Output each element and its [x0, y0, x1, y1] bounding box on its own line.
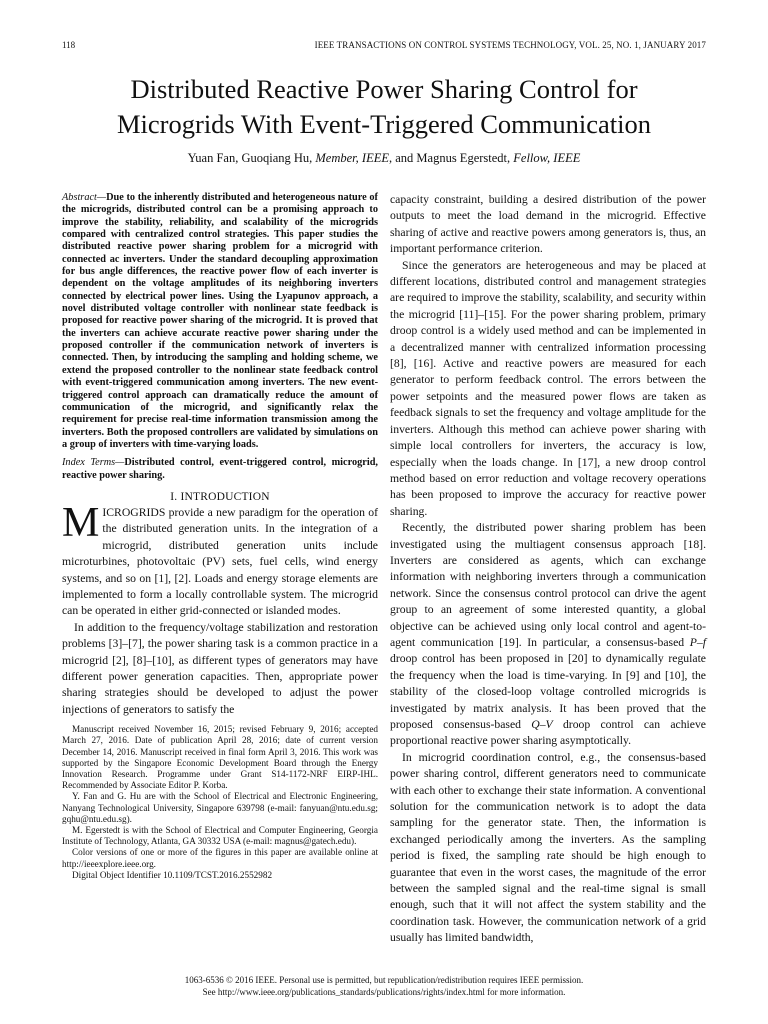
right-column	[390, 192, 706, 947]
footnote-color: Color versions of one or more of the figures in this paper are available online at http://ieeexplore.ieee.org.	[62, 847, 378, 869]
dropcap-letter: M	[62, 499, 100, 546]
footnotes	[62, 724, 378, 881]
author-names-2: , and Magnus Egerstedt,	[388, 151, 514, 165]
right-paragraph-2: Since the generators are heterogeneous and may be placed at different locations, distributed control and management strategies are required to improve the stability, scalability, and security within the microgrid [11]–[15]. For the power sharing problem, primary droop control is a widely used method and can be implemented in a decentralized manner with centralized information processing [8], [16]. Active and reactive powers are measured for each generator to perform feedback control. The errors between the power setpoints and the measured power flows are taken as feedback signals to set the frequency and voltage amplitude for the inverters. Although this method can achieve power sharing with simple local controllers for inverters, the accuracy is low, especially when the loads change. In [17], a new droop control method based on error reduction and voltage recovery operations has been proposed to improve the accuracy for reactive power sharing.	[390, 258, 706, 518]
right-paragraph-3-e: droop control can achieve proportional reactive power sharing asymptotically.	[390, 718, 706, 748]
title-line-2: Microgrids With Event-Triggered Communication	[116, 109, 652, 139]
intro-paragraph-2: In addition to the frequency/voltage stabilization and restoration problems [3]–[7], the power sharing task is a common practice in a microgrid [2], [8]–[10], as different types of generators may have different power generation capacities. Then, appropriate power sharing strategies should be developed to adjust the power injections of generators to satisfy the	[62, 620, 378, 716]
journal-header: IEEE TRANSACTIONS ON CONTROL SYSTEMS TECHNOLOGY, VOL. 25, NO. 1, JANUARY 2017	[314, 40, 706, 50]
math-qv: Q–V	[531, 718, 553, 731]
abstract-label: Abstract	[62, 192, 97, 203]
section-heading-introduction: I. INTRODUCTION	[170, 490, 270, 503]
page-number: 118	[62, 40, 76, 50]
author-role-2: Fellow, IEEE	[513, 151, 581, 165]
intro-paragraph-1-text: ICROGRIDS provide a new paradigm for the operation of the distributed generation units. In the integration of a microgrid, distributed generation units include microturbines, photovoltaic (PV) sets, fuel cells, wind energy systems, and so on [1], [2]. Loads and energy storage elements are implemented to form a locally controllable system. The microgrid can be operated in either grid-connected or islanded modes.	[62, 505, 378, 618]
paper-title	[40, 72, 728, 142]
abstract-text: Due to the inherently distributed and heterogeneous nature of the microgrids, distributed control can be a promising approach to improve the stability, reliability, and scalability of the microgrids compared with centralized control strategies. This paper studies the distributed reactive power sharing problem for a microgrid with connected ac inverters. Under the standard decoupling approximation for bus angle differences, the reactive power flow of each inverter is dependent on the voltage amplitudes of its neighboring inverters connected by electrical power lines. Using the Lyapunov approach, a novel distributed voltage controller with nonlinear state feedback is proposed for reactive power sharing of the microgrid. It is proved that the inverters can achieve accurate reactive power sharing under the proposed controller if the communication network of inverters is connected. Then, by introducing the sampling and holding scheme, we extend the proposed controller to the nonlinear state feedback control with event-triggered communication among inverters. The new event-triggered control approach can dramatically reduce the amount of communication of the microgrid, and significantly relax the requirement for precise real-time information transmission among the inverters. Both the proposed controllers are validated by simulations on a group of inverters with time-varying loads.	[62, 192, 378, 450]
abstract: Abstract—Due to the inherently distributed and heterogeneous nature of the microgrids, distributed control can be a promising approach to improve the stability, reliability, and scalability of the microgrids compared with centralized control strategies. This paper studies the distributed reactive power sharing problem for a microgrid with connected ac inverters. Under the standard decoupling approximation for bus angle differences, the reactive power flow of each inverter is dependent on the voltage amplitudes of its neighboring inverters connected by electrical power lines. Using the Lyapunov approach, a novel distributed voltage controller with nonlinear state feedback is proposed for reactive power sharing of the microgrid. It is proved that the inverters can achieve accurate reactive power sharing under the proposed controller if the communication network of inverters is connected. Then, by introducing the sampling and holding scheme, we extend the proposed controller to the nonlinear state feedback control with event-triggered communication among inverters. The new event-triggered control approach can dramatically reduce the amount of communication of the microgrid, and significantly relax the requirement for precise real-time information transmission among the inverters. Both the proposed controllers are validated by simulations on a group of inverters with time-varying loads.	[62, 192, 378, 450]
right-paragraph-3-a: Recently, the distributed power sharing problem has been investigated using the multiagent consensus approach [18]. Inverters are considered as agents, which can exchange information with neighboring inverters through a communication network. Since the consensus control protocol can drive the agent group to an agreement of some interested quantity, a global objective can be achieved using only local control and agent-to-agent communication [19]. In particular, a consensus-based	[390, 521, 706, 649]
copyright-line-2: See http://www.ieee.org/publications_standards/publications/rights/index.html for more information.	[202, 986, 566, 997]
author-role-1: Member, IEEE	[315, 151, 389, 165]
right-paragraph-3	[390, 520, 706, 750]
index-terms: Index Terms—Distributed control, event-triggered control, microgrid, reactive power sharing.	[62, 457, 378, 481]
right-paragraph-3-c: droop control has been proposed in [20] to dynamically regulate the frequency when the load is time-varying. In [9] and [10], the stability of the closed-loop voltage controlled microgrids is investigated by matrix analysis. It has been proved that the proposed consensus-based	[390, 652, 706, 731]
footnote-received: Manuscript received November 16, 2015; revised February 9, 2016; accepted March 27, 2016. Date of publication April 28, 2016; date of current version December 14, 2016. Manuscript received in final form April 3, 2016. This work was supported by the Singapore Economic Development Board through the Energy Innovation Research. Programme under Grant S14-1172-NRF EIRP-IHL. Recommended by Associate Editor P. Korba.	[62, 724, 378, 791]
index-terms-label: Index Terms	[62, 457, 116, 469]
footnote-doi: Digital Object Identifier 10.1109/TCST.2016.2552982	[72, 869, 273, 880]
right-paragraph-4: In microgrid coordination control, e.g., the consensus-based power sharing control, different generators need to communicate with each other to exchange their state information. A conventional solution for the communication network is to adopt the data sampling for the generator state. Then, the information is exchanged periodically among the inverters. As the sampling period is fixed, the sampling rate should be high enough to guarantee that even in the worst cases, the magnitude of the error between the sampled signal and the real-time signal is small enough, such that it will not affect the system stability and the coordination task. However, the communication network of a grid usually has limited bandwidth,	[390, 750, 706, 945]
title-line-1: Distributed Reactive Power Sharing Control for	[130, 74, 638, 104]
index-terms-text: Distributed control, event-triggered control, microgrid, reactive power sharing.	[62, 457, 378, 481]
copyright-line-1: 1063-6536 © 2016 IEEE. Personal use is permitted, but republication/redistribution requires IEEE permission.	[184, 975, 584, 985]
author-names-1: Yuan Fan, Guoqiang Hu,	[187, 151, 316, 165]
footnote-affiliation-1: Y. Fan and G. Hu are with the School of Electrical and Electronic Engineering, Nanyang Technological University, Singapore 639798 (e-mail: fanyuan@ntu.edu.sg; gqhu@ntu.edu.sg).	[62, 791, 378, 824]
right-paragraph-1: capacity constraint, building a desired distribution of the power outputs to meet the load demand in the microgrid. Effective sharing of active and reactive powers among generators is, thus, an important performance criterion.	[390, 193, 706, 256]
left-column	[62, 192, 378, 881]
intro-paragraph-1	[62, 499, 378, 620]
copyright-notice	[60, 975, 708, 998]
footnote-affiliation-2: M. Egerstedt is with the School of Electrical and Computer Engineering, Georgia Institute of Technology, Atlanta, GA 30332 USA (e-mail: magnus@gatech.edu).	[62, 825, 378, 847]
math-pf: P–f	[689, 635, 706, 649]
author-list	[40, 151, 728, 166]
